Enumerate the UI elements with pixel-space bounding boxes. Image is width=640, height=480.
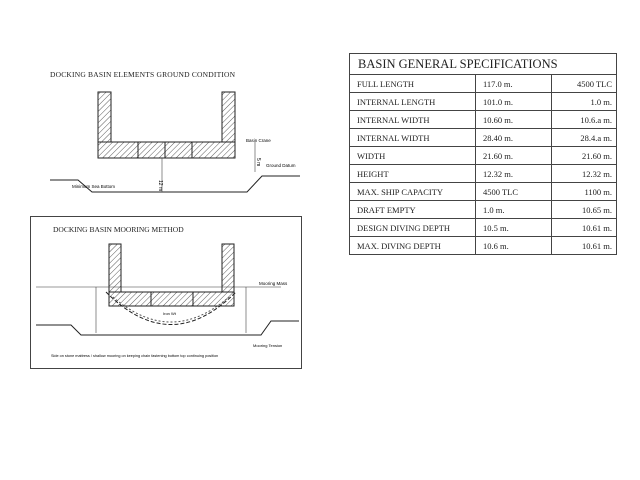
dim-height: 12 m bbox=[157, 180, 163, 192]
spec-value: 117.0 m. bbox=[476, 75, 552, 93]
table-row bbox=[350, 183, 617, 201]
spec-label: DESIGN DIVING DEPTH bbox=[350, 219, 476, 237]
specifications-title: BASIN GENERAL SPECIFICATIONS bbox=[350, 54, 617, 75]
spec-label: DRAFT EMPTY bbox=[350, 201, 476, 219]
table-row bbox=[350, 219, 617, 237]
left-wall bbox=[98, 92, 111, 142]
spec-value-alt: 10.61 m. bbox=[552, 237, 617, 255]
label-right-mid: Ground Datum bbox=[266, 163, 296, 168]
spec-label: MAX. DIVING DEPTH bbox=[350, 237, 476, 255]
spec-value: 101.0 m. bbox=[476, 93, 552, 111]
right-wall bbox=[222, 92, 235, 142]
spec-label: MAX. SHIP CAPACITY bbox=[350, 183, 476, 201]
ground-condition-title: DOCKING BASIN ELEMENTS GROUND CONDITION bbox=[50, 70, 236, 79]
specifications-header-row bbox=[350, 54, 617, 75]
dim-right: 5 m bbox=[255, 158, 261, 167]
spec-value-alt: 1100 m. bbox=[552, 183, 617, 201]
spec-value-alt: 10.6.a m. bbox=[552, 111, 617, 129]
table-row bbox=[350, 165, 617, 183]
spec-value-alt: 21.60 m. bbox=[552, 147, 617, 165]
spec-label: WIDTH bbox=[350, 147, 476, 165]
label-chain: Iron Wt bbox=[163, 311, 176, 316]
table-row bbox=[350, 129, 617, 147]
spec-value-alt: 12.32 m. bbox=[552, 165, 617, 183]
spec-value-alt: 4500 TLC bbox=[552, 75, 617, 93]
spec-value: 21.60 m. bbox=[476, 147, 552, 165]
mooring-note: Side on stone mattress / shallow mooring on keeping chain fastening bottom top continuing position bbox=[51, 354, 219, 358]
table-row bbox=[350, 201, 617, 219]
table-row bbox=[350, 237, 617, 255]
spec-value: 12.32 m. bbox=[476, 165, 552, 183]
ground-condition-drawing bbox=[50, 80, 300, 200]
floor-slab bbox=[98, 142, 235, 158]
mooring-method-panel bbox=[30, 216, 302, 369]
mooring-method-title: DOCKING BASIN MOORING METHOD bbox=[53, 225, 184, 234]
table-row bbox=[350, 147, 617, 165]
mooring-right-wall bbox=[222, 244, 234, 292]
spec-label: INTERNAL WIDTH bbox=[350, 111, 476, 129]
label-left-bottom: Minimum Sea Bottom bbox=[72, 184, 116, 189]
label-right-top: Basin Crane bbox=[246, 138, 271, 143]
spec-value-alt: 1.0 m. bbox=[552, 93, 617, 111]
spec-value: 10.6 m. bbox=[476, 237, 552, 255]
mooring-floor bbox=[109, 292, 234, 306]
spec-value-alt: 10.65 m. bbox=[552, 201, 617, 219]
mooring-legend: Mooring Tension bbox=[253, 343, 283, 348]
spec-value: 10.60 m. bbox=[476, 111, 552, 129]
label-water: Mooring Mass bbox=[259, 281, 288, 286]
spec-label: INTERNAL LENGTH bbox=[350, 93, 476, 111]
spec-label: FULL LENGTH bbox=[350, 75, 476, 93]
spec-value: 1.0 m. bbox=[476, 201, 552, 219]
mooring-left-wall bbox=[109, 244, 121, 292]
spec-value: 10.5 m. bbox=[476, 219, 552, 237]
spec-label: HEIGHT bbox=[350, 165, 476, 183]
spec-value-alt: 10.61 m. bbox=[552, 219, 617, 237]
table-row bbox=[350, 111, 617, 129]
mooring-method-drawing bbox=[31, 217, 303, 370]
spec-value-alt: 28.4.a m. bbox=[552, 129, 617, 147]
mooring-ground bbox=[36, 321, 299, 335]
spec-label: INTERNAL WIDTH bbox=[350, 129, 476, 147]
table-row bbox=[350, 75, 617, 93]
table-row bbox=[350, 93, 617, 111]
spec-value: 28.40 m. bbox=[476, 129, 552, 147]
specifications-table bbox=[349, 53, 617, 255]
specifications-body bbox=[350, 75, 617, 255]
spec-value: 4500 TLC bbox=[476, 183, 552, 201]
